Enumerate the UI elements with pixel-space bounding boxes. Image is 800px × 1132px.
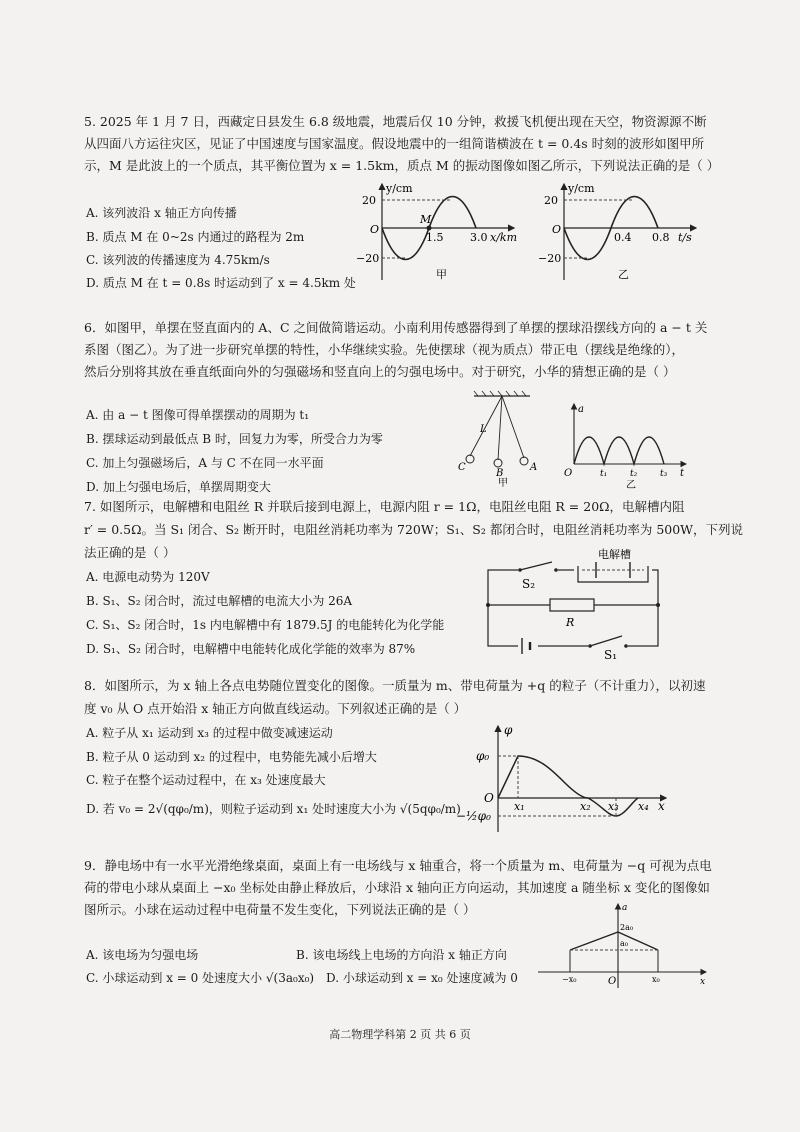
q5a-origin: O xyxy=(370,223,380,236)
q8-ylabel: φ xyxy=(504,723,513,737)
q5a-ytop: 20 xyxy=(362,194,376,207)
q9-option-a: A. 该电场为匀强电场 xyxy=(86,948,199,962)
q6-option-b: B. 摆球运动到最低点 B 时，回复力为零，所受合力为零 xyxy=(86,432,383,446)
q6-stem-line-1: 6．如图甲，单摆在竖直面内的 A、C 之间做简谐运动。小南利用传感器得到了单摆的摆球沿摆线方向的 a − t 关 xyxy=(84,320,708,335)
q6b-origin: O xyxy=(564,468,573,479)
q5-option-b: B. 质点 M 在 0~2s 内通过的路程为 2m xyxy=(86,230,305,244)
q6-label-c: C xyxy=(458,462,466,473)
q5-stem-line-1: 5. 2025 年 1 月 7 日，西藏定日县发生 6.8 级地震，地震后仅 10 分钟，救援飞机便出现在天空，物资源源不断 xyxy=(84,114,707,129)
q9-y1-label: a₀ xyxy=(620,939,628,948)
q5b-ytop: 20 xyxy=(544,194,558,207)
q8-neg-half-label: −½φ₀ xyxy=(456,809,491,823)
q5b-ybot: −20 xyxy=(538,252,562,265)
q6-pendulum-figure xyxy=(452,388,552,488)
q6-label-a: A xyxy=(530,462,538,473)
q9-acceleration-graph xyxy=(534,900,710,992)
q8-x3: x₃ xyxy=(608,800,619,813)
q5-option-c: C. 该列波的传播速度为 4.75km/s xyxy=(86,253,270,267)
q5b-caption: 乙 xyxy=(618,268,629,281)
q5a-caption: 甲 xyxy=(436,268,447,281)
q9-stem-line-1: 9．静电场中有一水平光滑绝缘桌面，桌面上有一电场线与 x 轴重合，将一个质量为 m、电荷量为 −q 可视为点电 xyxy=(84,858,712,873)
q5-wave-graph-a xyxy=(352,180,522,285)
q7-r-label: R xyxy=(566,616,575,629)
q5b-xlabel: t/s xyxy=(678,231,692,244)
q9-xneg-label: −x₀ xyxy=(562,975,577,984)
q7-circuit-diagram xyxy=(478,548,668,660)
q8-option-b: B. 粒子从 0 运动到 x₂ 的过程中，电势能先减小后增大 xyxy=(86,750,377,764)
q8-option-d: D. 若 v₀ = 2√(qφ₀/m)，则粒子运动到 x₁ 处时速度大小为 √(5qφ₀/m) xyxy=(86,802,461,816)
q6b-t2: t₂ xyxy=(630,469,638,479)
q6-fig-a-caption: 甲 xyxy=(498,478,508,488)
q6-label-b: B xyxy=(496,468,504,479)
q6-label-l: L xyxy=(480,424,487,435)
q6-stem-line-2: 系图（图乙）。为了进一步研究单摆的特性，小华继续实验。先使摆球（视为质点）带正电（摆线是绝缘的）， xyxy=(84,342,685,357)
q5a-ylabel: y/cm xyxy=(386,182,413,195)
q6-stem-line-3: 然后分别将其放在垂直纸面向外的匀强磁场和竖直向上的匀强电场中。对于研究，小华的猜想正确的是（ ） xyxy=(84,364,676,379)
q9-y2-label: 2a₀ xyxy=(620,923,634,932)
q6-option-c: C. 加上匀强磁场后，A 与 C 不在同一水平面 xyxy=(86,456,324,470)
q6b-t3: t₃ xyxy=(660,469,668,479)
q8-x2: x₂ xyxy=(580,800,591,813)
q7-option-b: B. S₁、S₂ 闭合时，流过电解槽的电流大小为 26A xyxy=(86,594,353,608)
q6b-t1: t₁ xyxy=(600,469,608,479)
q5-option-d: D. 质点 M 在 t = 0.8s 时运动到了 x = 4.5km 处 xyxy=(86,276,356,290)
q8-potential-graph xyxy=(452,720,672,836)
q7-stem-line-2: r′ = 0.5Ω。当 S₁ 闭合、S₂ 断开时，电阻丝消耗功率为 720W；S₁、S₂ 都闭合时，电阻丝消耗功率为 500W，下列说 xyxy=(84,522,744,537)
q8-stem-line-2: 度 v₀ 从 O 点开始沿 x 轴正方向做直线运动。下列叙述正确的是（ ） xyxy=(84,701,467,716)
q9-xlabel: x xyxy=(700,977,706,987)
q5a-m-label: M xyxy=(420,213,432,226)
q8-x4: x₄ xyxy=(638,800,649,813)
page-footer: 高二物理学科第 2 页 共 6 页 xyxy=(329,1028,471,1041)
q5-stem-line-2: 从四面八方运往灾区，见证了中国速度与国家温度。假设地震中的一组简谐横波在 t = 0.4s 时刻的波形如图甲所 xyxy=(84,136,705,151)
q5-option-a: A. 该列波沿 x 轴正方向传播 xyxy=(86,206,237,220)
q9-option-d: D. 小球运动到 x = x₀ 处速度减为 0 xyxy=(326,971,518,985)
q9-option-b: B. 该电场线上电场的方向沿 x 轴正方向 xyxy=(296,948,507,962)
q6b-caption: 乙 xyxy=(626,480,636,490)
q6b-xlabel: t xyxy=(680,468,685,479)
q6-a-t-graph xyxy=(560,400,690,490)
q6-option-d: D. 加上匀强电场后，单摆周期变大 xyxy=(86,480,271,494)
q9-option-c: C. 小球运动到 x = 0 处速度大小 √(3a₀x₀) xyxy=(86,971,315,985)
q5a-xend: 3.0 xyxy=(470,231,488,244)
q7-stem-line-3: 法正确的是（ ） xyxy=(84,545,176,560)
q9-ylabel: a xyxy=(622,903,628,913)
q8-option-a: A. 粒子从 x₁ 运动到 x₃ 的过程中做变减速运动 xyxy=(86,726,333,740)
q9-stem-line-2: 荷的带电小球从桌面上 −x₀ 坐标处由静止释放后，小球沿 x 轴向正方向运动，其加速度 a 随坐标 x 变化的图像如 xyxy=(84,880,710,895)
q5b-xend: 0.8 xyxy=(652,231,670,244)
q5a-ybot: −20 xyxy=(356,252,380,265)
q7-s2-label: S₂ xyxy=(522,577,536,591)
q8-stem-line-1: 8．如图所示，为 x 轴上各点电势随位置变化的图像。一质量为 m、带电荷量为 +q 的粒子（不计重力），以初速 xyxy=(84,678,706,693)
q7-option-d: D. S₁、S₂ 闭合时，电解槽中电能转化成化学能的效率为 87% xyxy=(86,642,416,656)
q8-xlabel: x xyxy=(658,799,665,813)
q9-xpos-label: x₀ xyxy=(652,975,660,984)
q7-s1-label: S₁ xyxy=(604,648,618,660)
q8-x1: x₁ xyxy=(514,800,525,813)
q6b-ylabel: a xyxy=(578,404,584,415)
q5-vibration-graph-b xyxy=(534,180,704,285)
q9-stem-line-3: 图所示。小球在运动过程中电荷量不发生变化，下列说法正确的是（ ） xyxy=(84,902,476,917)
q8-origin: O xyxy=(484,791,494,805)
q6-option-a: A. 由 a − t 图像可得单摆摆动的周期为 t₁ xyxy=(86,408,310,422)
q8-phi0-label: φ₀ xyxy=(476,749,490,763)
q7-tank-label: 电解槽 xyxy=(598,548,631,561)
q5-stem-line-3: 示，M 是此波上的一个质点，其平衡位置为 x = 1.5km，质点 M 的振动图像如图乙所示，下列说法正确的是（ ） xyxy=(84,158,720,173)
q5-point-m xyxy=(427,226,432,231)
q8-option-c: C. 粒子在整个运动过程中，在 x₃ 处速度最大 xyxy=(86,773,326,787)
q5a-xmid: 1.5 xyxy=(426,231,444,244)
q7-option-a: A. 电源电动势为 120V xyxy=(86,570,210,584)
q5b-origin: O xyxy=(552,223,562,236)
q5b-xmid: 0.4 xyxy=(614,231,632,244)
q5a-xlabel: x/km xyxy=(490,231,518,244)
q7-stem-line-1: 7. 如图所示，电解槽和电阻丝 R 并联后接到电源上，电源内阻 r = 1Ω，电阻丝电阻 R = 20Ω，电解槽内阻 xyxy=(84,499,685,514)
q9-origin: O xyxy=(608,976,617,987)
q7-option-c: C. S₁、S₂ 闭合时，1s 内电解槽中有 1879.5J 的电能转化为化学能 xyxy=(86,618,445,632)
q5b-ylabel: y/cm xyxy=(568,182,595,195)
